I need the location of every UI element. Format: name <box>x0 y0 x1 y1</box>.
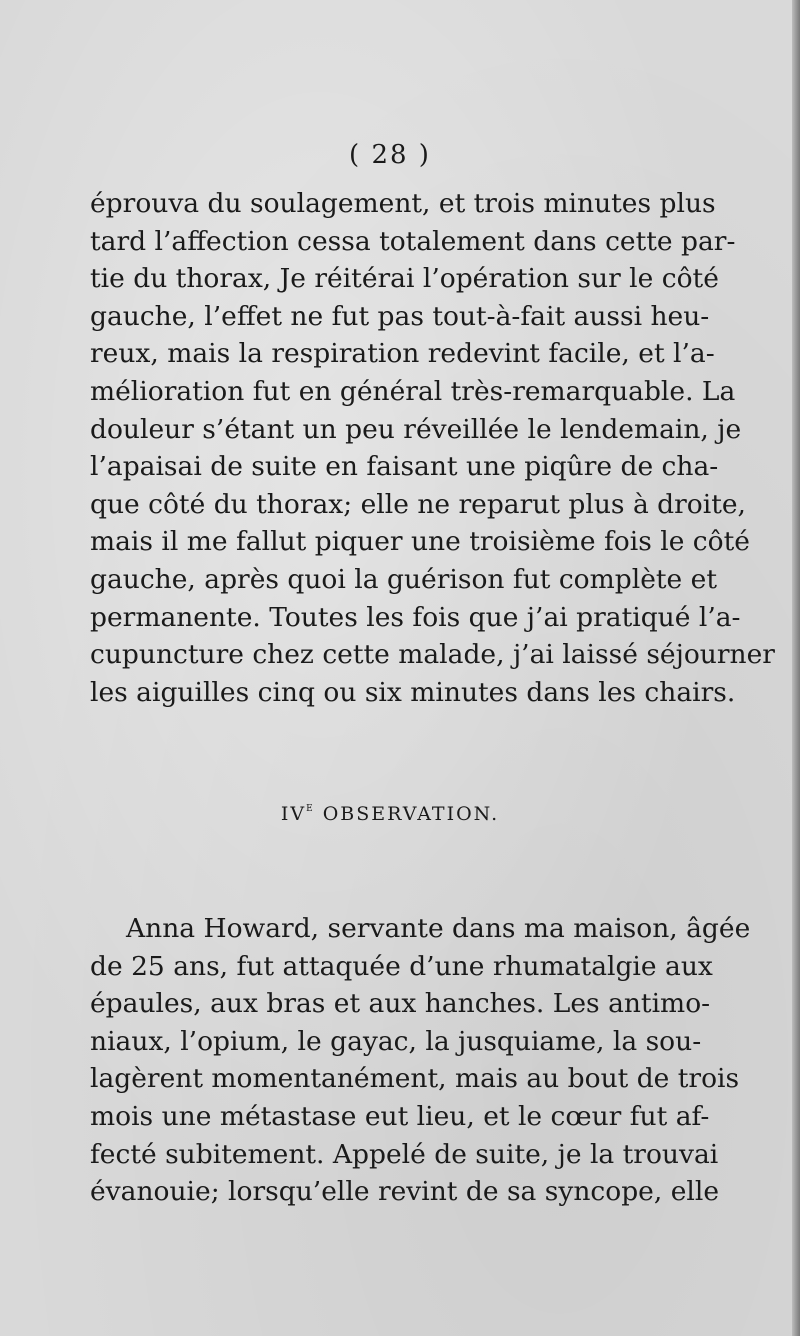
text-line: gauche, après quoi la guérison fut complète et <box>90 563 717 595</box>
text-line: tie du thorax, Je réitérai l’opération sur le côté <box>90 263 719 295</box>
text-line: lagèrent momentanément, mais au bout de trois <box>90 1063 740 1095</box>
heading-title: OBSERVATION. <box>322 803 500 825</box>
text-line: mois une métastase eut lieu, et le cœur fut af- <box>90 1100 710 1132</box>
paragraph-observation <box>90 910 751 1211</box>
text-line: douleur s’étant un peu réveillée le lendemain, je <box>90 413 742 445</box>
text-line: gauche, l’effet ne fut pas tout-à-fait aussi heu- <box>90 300 710 332</box>
text-line: épaules, aux bras et aux hanches. Les antimo- <box>90 988 711 1020</box>
section-heading <box>0 800 780 825</box>
text-line: Anna Howard, servante dans ma maison, âgée <box>126 913 751 944</box>
text-line: évanouie; lorsqu’elle revint de sa syncope, elle <box>90 1176 720 1208</box>
text-line: l’apaisai de suite en faisant une piqûre de cha- <box>90 451 719 483</box>
text-line: niaux, l’opium, le gayac, la jusquiame, la sou- <box>90 1025 702 1057</box>
heading-numeral: IV <box>280 803 307 825</box>
paragraph-continued <box>90 185 775 711</box>
text-line: reux, mais la respiration redevint facile, et l’a- <box>90 338 715 370</box>
text-line: de 25 ans, fut attaquée d’une rhumatalgie aux <box>90 950 713 982</box>
text-line: que côté du thorax; elle ne reparut plus à droite, <box>90 488 746 520</box>
text-line: les aiguilles cinq ou six minutes dans les chairs. <box>90 676 736 708</box>
text-line: tard l’affection cessa totalement dans cette par- <box>90 225 736 257</box>
page-number: ( 28 ) <box>349 140 431 170</box>
heading-superscript: e <box>306 800 315 815</box>
text-line: fecté subitement. Appelé de suite, je la trouvai <box>90 1138 719 1170</box>
text-line: cupuncture chez cette malade, j’ai laissé séjourner <box>90 639 775 671</box>
text-line: mais il me fallut piquer une troisième fois le côté <box>90 526 750 558</box>
page-edge-shadow <box>792 0 800 1336</box>
text-line: permanente. Toutes les fois que j’ai pratiqué l’a- <box>90 601 741 633</box>
text-line: éprouva du soulagement, et trois minutes plus <box>90 188 716 219</box>
text-line: mélioration fut en général très-remarquable. La <box>90 375 736 407</box>
